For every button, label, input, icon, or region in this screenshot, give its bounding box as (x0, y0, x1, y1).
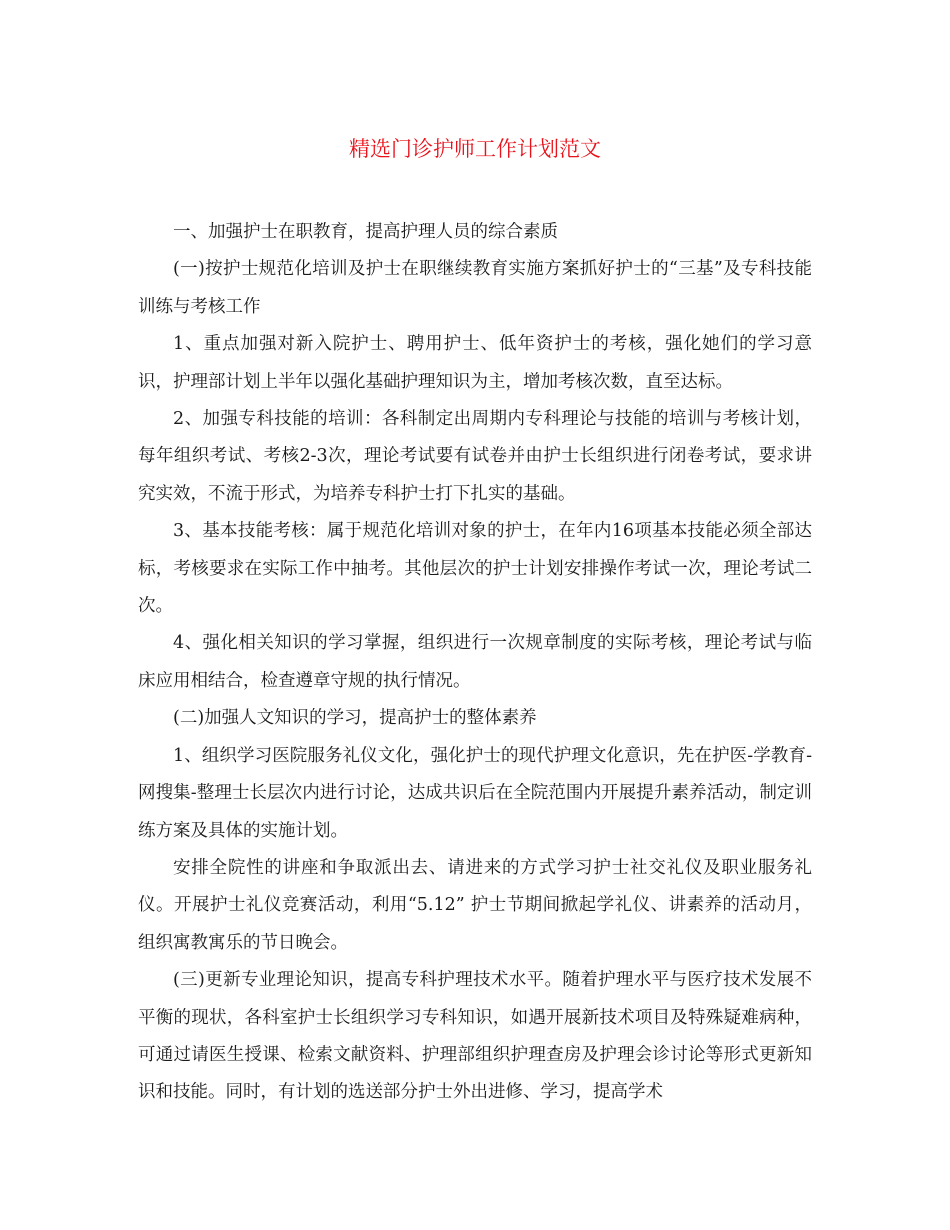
paragraph-subsection-one: (一)按护士规范化培训及护士在职继续教育实施方案抓好护士的“三基”及专科技能训练与考核工作 (138, 259, 812, 317)
paragraph-item-4: 4、强化相关知识的学习掌握，组织进行一次规章制度的实际考核，理论考试与临床应用相结合，检查遵章守规的执行情况。 (138, 633, 812, 691)
paragraph-subsection-three: (三)更新专业理论知识，提高专科护理技术水平。随着护理水平与医疗技术发展不平衡的现状，各科室护士长组织学习专科知识，如遇开展新技术项目及特殊疑难病种，可通过请医生授课、检索文献资料、护理部组织护理查房及护理会诊讨论等形式更新知识和技能。同时，有计划的选送部分护士外出进修、学习，提高学术 (138, 970, 812, 1103)
paragraph-etiquette-activities: 安排全院性的讲座和争取派出去、请进来的方式学习护士社交礼仪及职业服务礼仪。开展护士礼仪竞赛活动，利用“5.12” 护士节期间掀起学礼仪、讲素养的活动月，组织寓教寓乐的节日晚会。 (138, 857, 812, 953)
document-body (138, 214, 812, 1112)
paragraph-item-2: 2、加强专科技能的培训：各科制定出周期内专科理论与技能的培训与考核计划，每年组织考试、考核2-3次，理论考试要有试卷并由护士长组织进行闭卷考试，要求讲究实效，不流于形式，为培养专科护士打下扎实的基础。 (138, 409, 812, 504)
paragraph-item-3: 3、基本技能考核：属于规范化培训对象的护士，在年内16项基本技能必须全部达标，考核要求在实际工作中抽考。其他层次的护士计划安排操作考试一次，理论考试二次。 (138, 521, 812, 617)
paragraph-section-one-heading: 一、加强护士在职教育，提高护理人员的综合素质 (173, 222, 558, 242)
paragraph-subsection-two: (二)加强人文知识的学习，提高护士的整体素养 (173, 708, 537, 729)
paragraph-etiquette-item-1: 1、组织学习医院服务礼仪文化，强化护士的现代护理文化意识，先在护医-学教育-网搜集-整理士长层次内进行讨论，达成共识后在全院范围内开展提升素养活动，制定训练方案及具体的实施计划。 (138, 745, 812, 841)
paragraph-item-1: 1、重点加强对新入院护士、聘用护士、低年资护士的考核，强化她们的学习意识，护理部计划上半年以强化基础护理知识为主，增加考核次数，直至达标。 (138, 334, 812, 392)
document-title: 精选门诊护师工作计划范文 (349, 137, 601, 161)
